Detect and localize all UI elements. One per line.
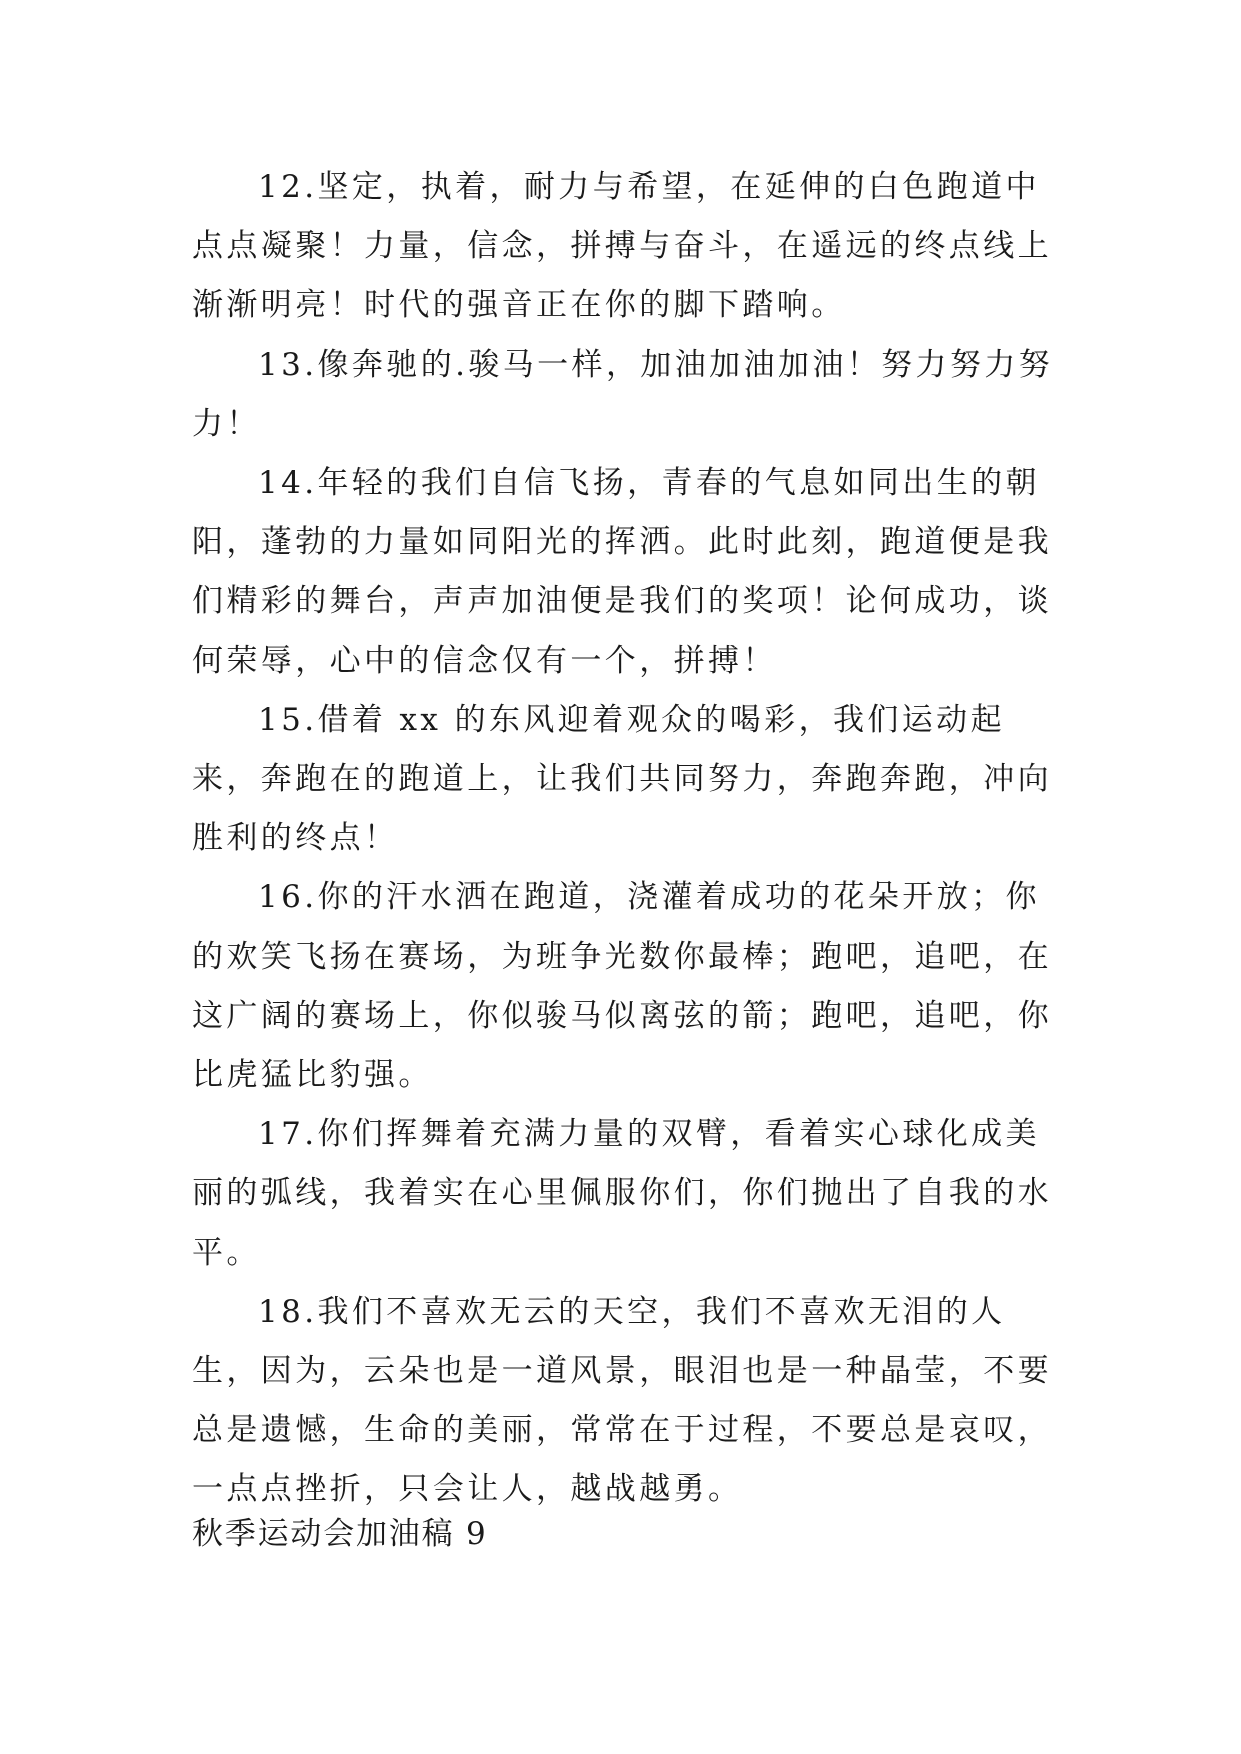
paragraph-17: 17.你们挥舞着充满力量的双臂，看着实心球化成美丽的弧线，我着实在心里佩服你们，你们抛出了自我的水平。 bbox=[192, 1116, 1052, 1271]
paragraph-18: 18.我们不喜欢无云的天空，我们不喜欢无泪的人生，因为，云朵也是一道风景，眼泪也是一种晶莹，不要总是遗憾，生命的美丽，常常在于过程，不要总是哀叹，一点点挫折，只会让人，越战越勇。 bbox=[192, 1293, 1052, 1508]
paragraph-14: 14.年轻的我们自信飞扬，青春的气息如同出生的朝阳，蓬勃的力量如同阳光的挥洒。此时此刻，跑道便是我们精彩的舞台，声声加油便是我们的奖项！论何成功，谈何荣辱，心中的信念仅有一个，拼搏！ bbox=[192, 465, 1052, 679]
paragraph-15: 15.借着 xx 的东风迎着观众的喝彩，我们运动起来，奔跑在的跑道上，让我们共同努力，奔跑奔跑，冲向胜利的终点！ bbox=[192, 701, 1052, 857]
section-heading: 秋季运动会加油稿 9 bbox=[192, 1516, 488, 1552]
paragraph-16: 16.你的汗水洒在跑道，浇灌着成功的花朵开放；你的欢笑飞扬在赛场，为班争光数你最棒；跑吧，追吧，在这广阔的赛场上，你似骏马似离弦的箭；跑吧，追吧，你比虎猛比豹强。 bbox=[192, 879, 1052, 1094]
paragraph-13: 13.像奔驰的.骏马一样，加油加油加油！努力努力努力！ bbox=[192, 346, 1054, 442]
paragraph-12: 12.坚定，执着，耐力与希望，在延伸的白色跑道中点点凝聚！力量，信念，拼搏与奋斗，在遥远的终点线上渐渐明亮！时代的强音正在你的脚下踏响。 bbox=[192, 169, 1052, 324]
document-body bbox=[192, 158, 1054, 1520]
